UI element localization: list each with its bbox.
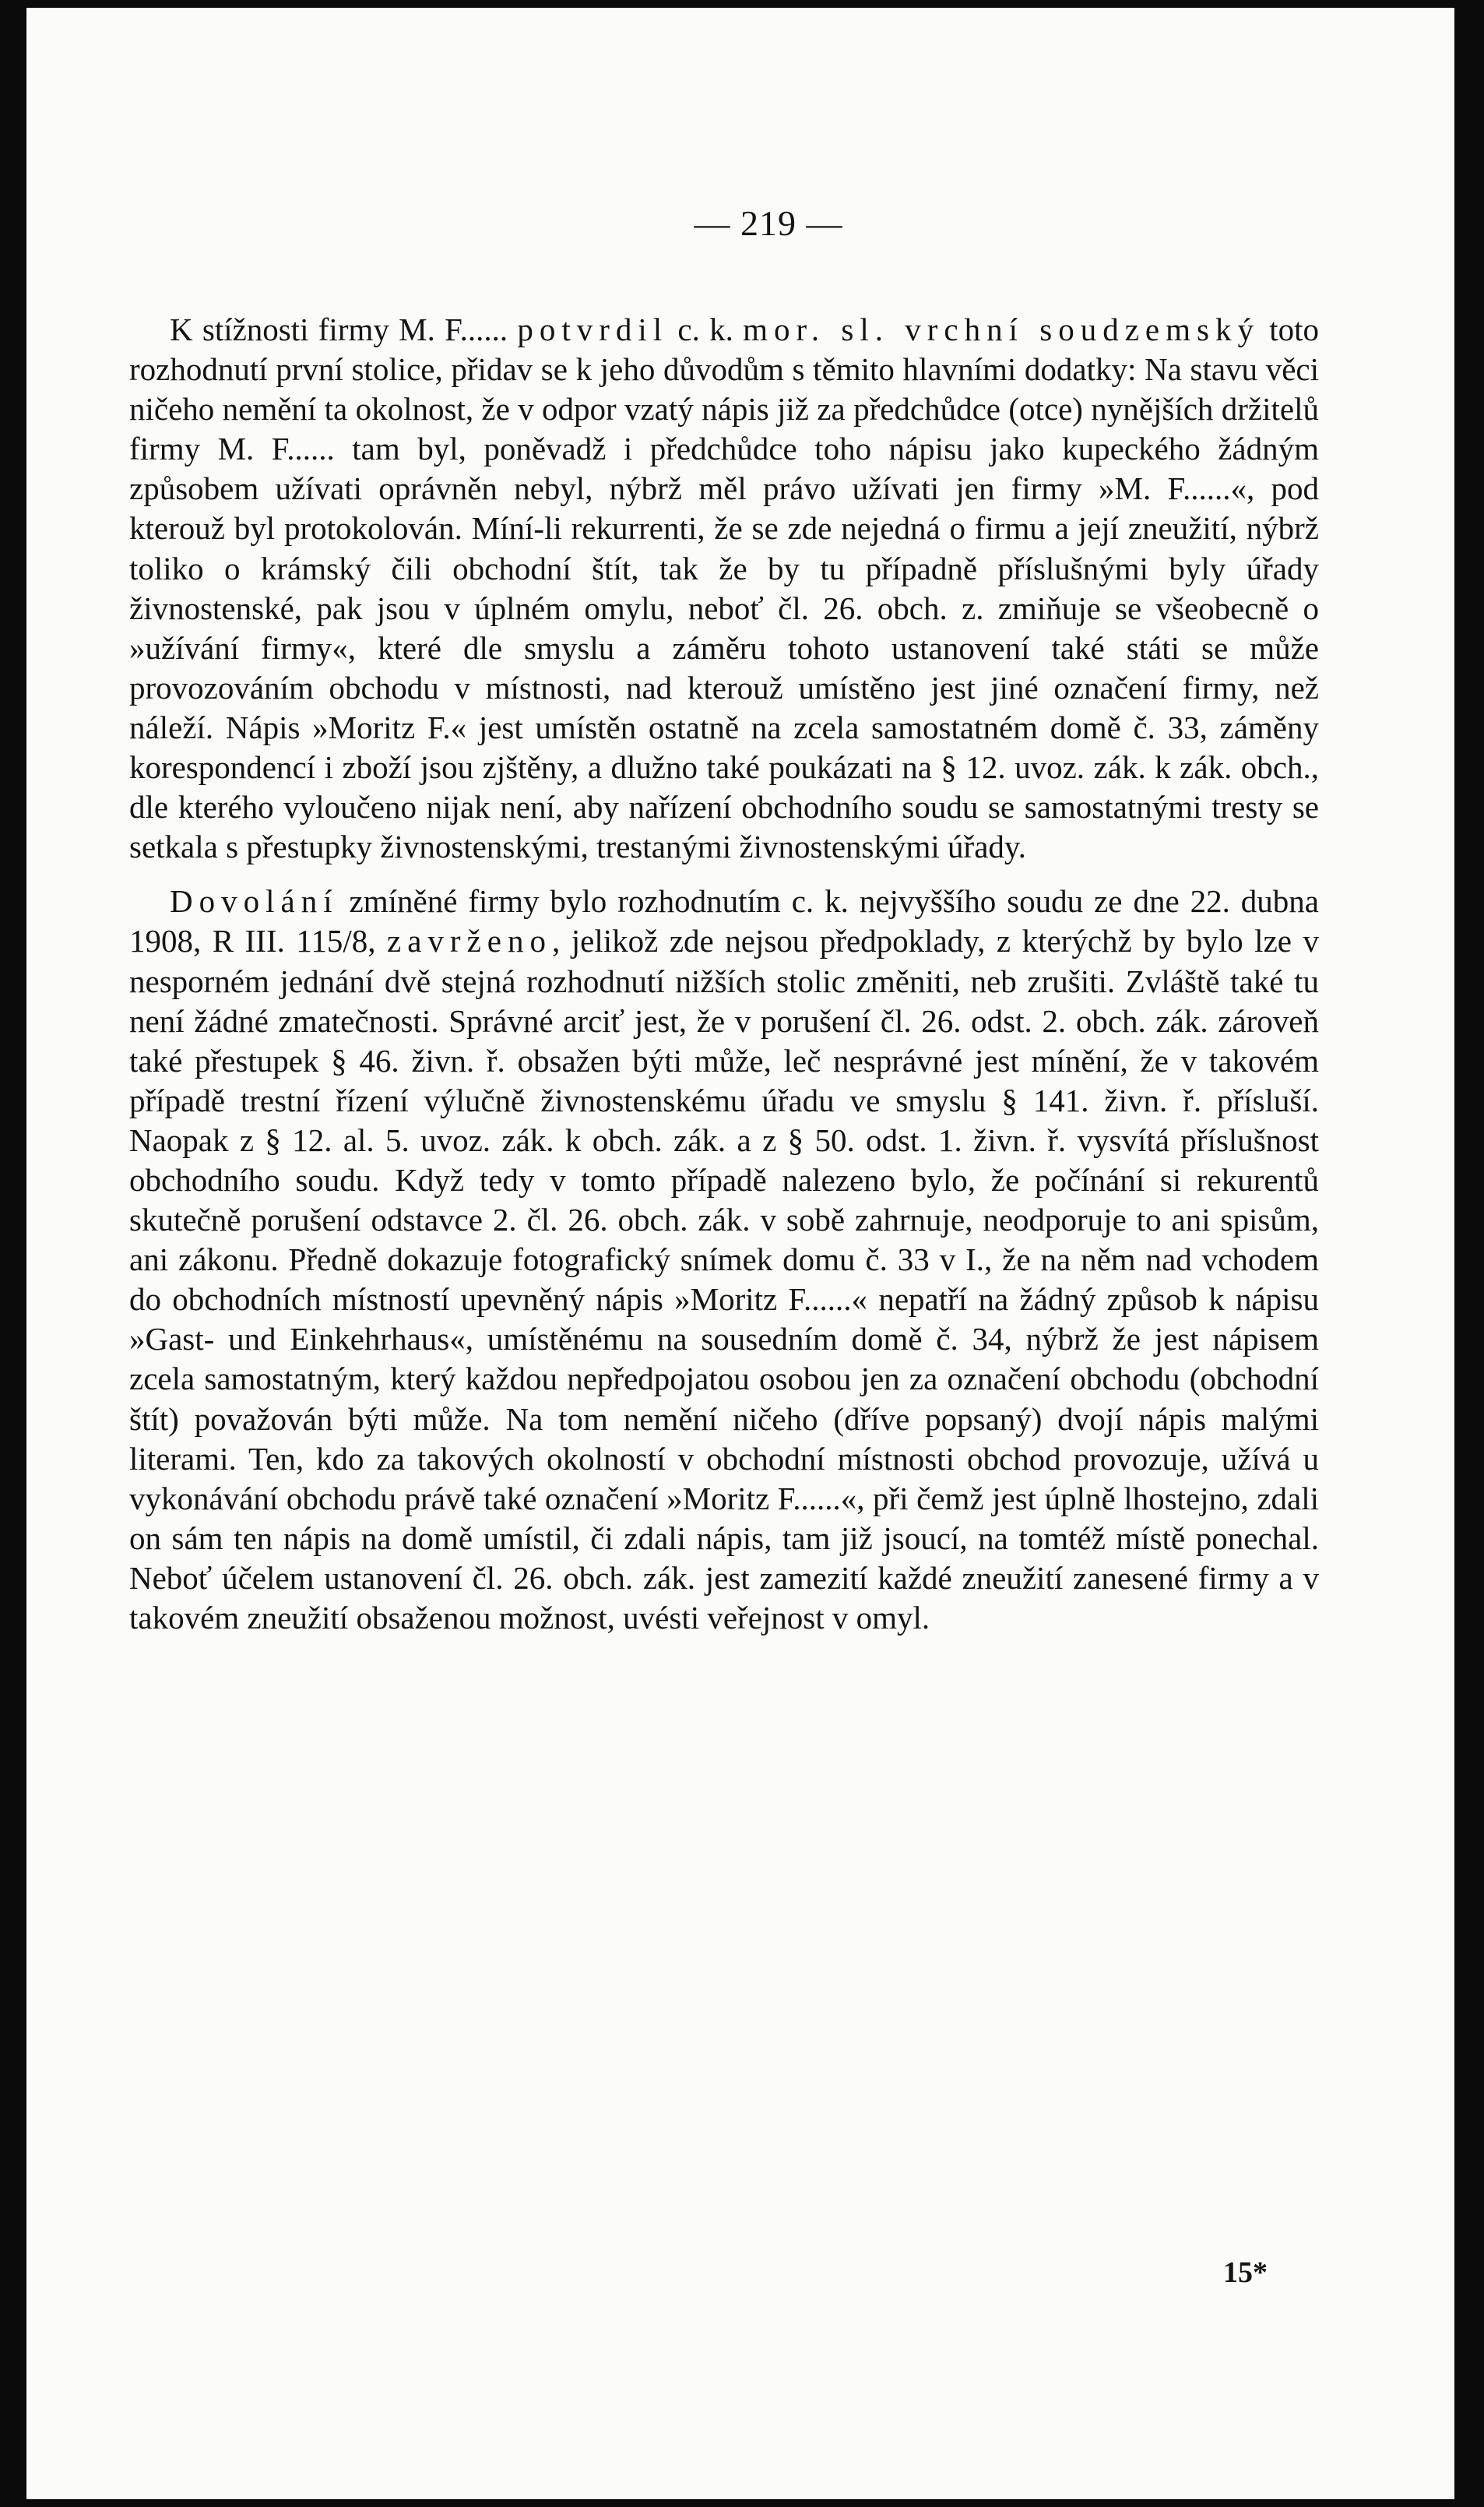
paragraph-2-emphasis-zavrzeno: zavrženo [387, 923, 552, 959]
body-text [129, 310, 1319, 1638]
page-number: — 219 — [694, 203, 843, 243]
paragraph-1-emphasis-court: mor. sl. vrchní soudzemský [743, 312, 1260, 347]
sheet-signature: 15* [1223, 2256, 1268, 2289]
paragraph-2 [129, 882, 1319, 1638]
paragraph-1-lead: K stížnosti firmy M. F...... [170, 312, 518, 347]
paragraph-2-emphasis-dovolani: Dovolání [170, 883, 339, 920]
paragraph-1-emphasis-potvrdil: potvrdil [517, 312, 669, 347]
paragraph-1-body: toto rozhodnutí první stolice, přidav se k jeho důvodům s těmito hlavními dodatky: Na stavu věci ničeho nemění ta okolnost, že v odpor vzatý nápis již za předchůdce (otce) nynějších držitelů firmy M. F...... tam byl, poněvadž i předchůdce toho nápisu jako kupeckého žádným způsobem užívati oprávněn nebyl, nýbrž měl právo užívati jen firmy »M. F......«, pod kterouž byl protokolován. Míní-li rekurrenti, že se zde nejedná o firmu a její zneužití, nýbrž toliko o krámský čili obchodní štít, tak že by tu případně příslušnými byly úřady živnostenské, pak jsou v úplném omylu, neboť čl. 26. obch. z. zmiňuje se všeobecně o »užívání firmy«, které dle smyslu a záměru tohoto ustanovení také státi se může provozováním obchodu v místnosti, nad kterouž umístěno jest jiné označení firmy, než náleží. Nápis »Moritz F.« jest umístěn ostatně na zcela samostatném domě č. 33, záměny korespondencí i zboží jsou zjštěny, a dlužno také poukázati na § 12. uvoz. zák. k zák. obch., dle kterého vyloučeno nijak není, aby nařízení obchodního soudu se samostatnými tresty se setkala s přestupky živnostenskými, trestanými živnostenskými úřady. [129, 312, 1319, 865]
paragraph-1-court-prefix: c. k. [668, 312, 744, 347]
paragraph-2-lead: zmíněné firmy bylo rozhodnutím c. k. nejvyššího soudu ze dne 22. dubna 1908, R III. 115/8, [129, 883, 1319, 959]
paragraph-2-body: , jelikož zde nejsou předpoklady, z kterýchž by bylo lze v nesporném jednání dvě stejná rozhodnutí nižších stolic změniti, neb zrušiti. Zvláště také tu není žádné zmatečnosti. Správné arciť jest, že v porušení čl. 26. odst. 2. obch. zák. zároveň také přestupek § 46. živn. ř. obsažen býti může, leč nesprávné jest mínění, že v takovém případě trestní řízení výlučně živnostenskému úřadu ve smyslu § 141. živn. ř. přísluší. Naopak z § 12. al. 5. uvoz. zák. k obch. zák. a z § 50. odst. 1. živn. ř. vysvítá příslušnost obchodního soudu. Když tedy v tomto případě nalezeno bylo, že počínání si rekurentů skutečně porušení odstavce 2. čl. 26. obch. zák. v sobě zahrnuje, neodporuje to ani spisům, ani zákonu. Předně dokazuje fotografický snímek domu č. 33 v I., že na něm nad vchodem do obchodních místností upevněný nápis »Moritz F......« nepatří na žádný způsob k nápisu »Gast- und Einkehrhaus«, umístěnému na sousedním domě č. 34, nýbrž že jest nápisem zcela samostatným, který každou nepředpojatou osobou jen za označení obchodu (obchodní štít) považován býti může. Na tom nemění ničeho (dříve popsaný) dvojí nápis malými literami. Ten, kdo za takových okolností v obchodní místnosti obchod provozuje, užívá u vykonávání obchodu právě také označení »Moritz F......«, při čemž jest úplně lhostejno, zdali on sám ten nápis na domě umístil, či zdali nápis, tam již jsoucí, na tomtéž místě ponechal. Neboť účelem ustanovení čl. 26. obch. zák. jest zamezití každé zneužití zanesené firmy a v takovém zneužití obsaženou možnost, uvésti veřejnost v omyl. [129, 923, 1319, 1636]
paragraph-1 [129, 310, 1319, 867]
